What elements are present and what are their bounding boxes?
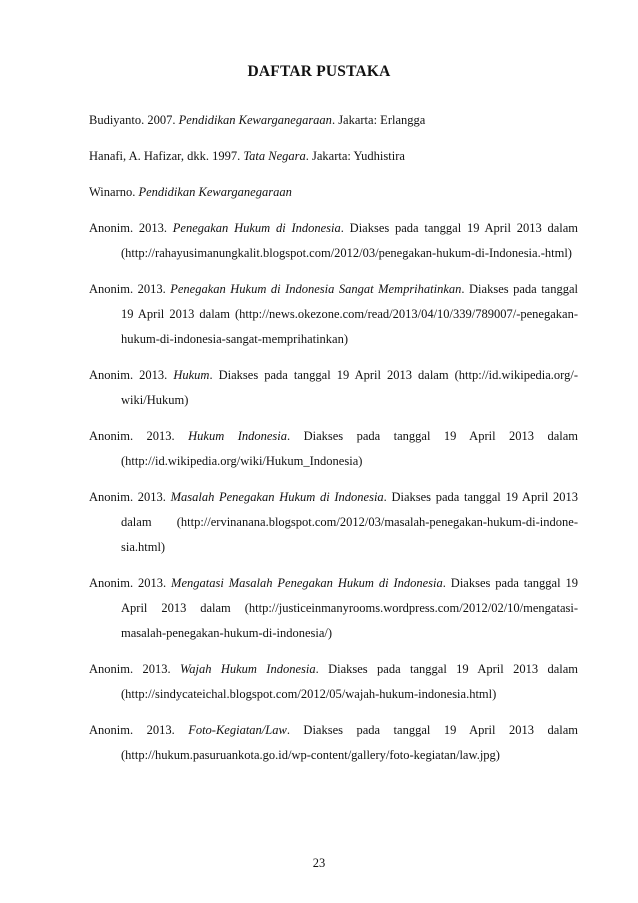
reference-suffix: . Diakses pada tanggal 19 April 2013 dalam (http://id.wikipedia.org/wiki/Hukum_Indonesia) [121, 429, 578, 468]
reference-title: Mengatasi Masalah Penegakan Hukum di Indonesia [171, 576, 443, 590]
reference-entry [89, 180, 578, 205]
reference-title: Pendidikan Kewarganegaraan [178, 113, 332, 127]
reference-suffix: . Jakarta: Yudhistira [305, 149, 405, 163]
reference-prefix: Anonim. 2013. [89, 429, 189, 443]
page-number: 23 [312, 856, 326, 870]
reference-list [89, 108, 578, 779]
reference-entry [89, 277, 578, 352]
reference-entry [89, 363, 578, 413]
reference-entry [89, 144, 578, 169]
reference-suffix: . Diakses pada tanggal 19 April 2013 dalam (http://justiceinmanyrooms.wordpress.com/2012/02/10/mengatasi-masalah-penegakan-hukum-di-indonesia/) [121, 576, 578, 640]
reference-prefix: Winarno. [89, 185, 139, 199]
reference-prefix: Anonim. 2013. [89, 662, 180, 676]
reference-suffix: . Diakses pada tanggal 19 April 2013 dalam (http://news.okezone.com/read/2013/04/10/339/789007/-penegakan-hukum-di-indonesia-sangat-memprihatinkan) [121, 282, 578, 346]
reference-title: Foto-Kegiatan/Law [188, 723, 287, 737]
reference-prefix: Anonim. 2013. [89, 723, 189, 737]
reference-entry [89, 108, 578, 133]
reference-title: Tata Negara [243, 149, 306, 163]
reference-entry [89, 571, 578, 646]
reference-prefix: Anonim. 2013. [89, 490, 171, 504]
reference-title: Penegakan Hukum di Indonesia [172, 221, 341, 235]
reference-prefix: Anonim. 2013. [89, 282, 171, 296]
reference-prefix: Anonim. 2013. [89, 221, 173, 235]
reference-prefix: Anonim. 2013. [89, 368, 174, 382]
reference-entry [89, 424, 578, 474]
reference-prefix: Anonim. 2013. [89, 576, 172, 590]
reference-title: Wajah Hukum Indonesia [179, 662, 316, 676]
reference-suffix: . Diakses pada tanggal 19 April 2013 dalam (http://ervinanana.blogspot.com/2012/03/masalah-penegakan-hukum-di-indone-sia.html) [121, 490, 578, 554]
reference-prefix: Hanafi, A. Hafizar, dkk. 1997. [89, 149, 244, 163]
reference-suffix: . Diakses pada tanggal 19 April 2013 dalam (http://rahayusimanungkalit.blogspot.com/2012/03/penegakan-hukum-di-Indonesia.-html) [121, 221, 579, 260]
reference-title: Hukum [173, 368, 210, 382]
reference-suffix: . Jakarta: Erlangga [331, 113, 426, 127]
reference-title: Masalah Penegakan Hukum di Indonesia [170, 490, 384, 504]
reference-entry [89, 718, 578, 768]
reference-suffix: . Diakses pada tanggal 19 April 2013 dalam (http://hukum.pasuruankota.go.id/wp-content/gallery/foto-kegiatan/law.jpg) [121, 723, 578, 762]
reference-title: Hukum Indonesia [188, 429, 287, 443]
reference-entry [89, 657, 578, 707]
reference-suffix: . Diakses pada tanggal 19 April 2013 dalam (http://sindycateichal.blogspot.com/2012/05/wajah-hukum-indonesia.html) [121, 662, 578, 701]
reference-entry [89, 216, 578, 266]
reference-entry [89, 485, 578, 560]
reference-prefix: Budiyanto. 2007. [89, 113, 179, 127]
reference-suffix: . Diakses pada tanggal 19 April 2013 dalam (http://id.wikipedia.org/-wiki/Hukum) [121, 368, 578, 407]
reference-title: Pendidikan Kewarganegaraan [138, 185, 292, 199]
reference-title: Penegakan Hukum di Indonesia Sangat Memprihatinkan [170, 282, 462, 296]
page-title: DAFTAR PUSTAKA [247, 63, 391, 80]
